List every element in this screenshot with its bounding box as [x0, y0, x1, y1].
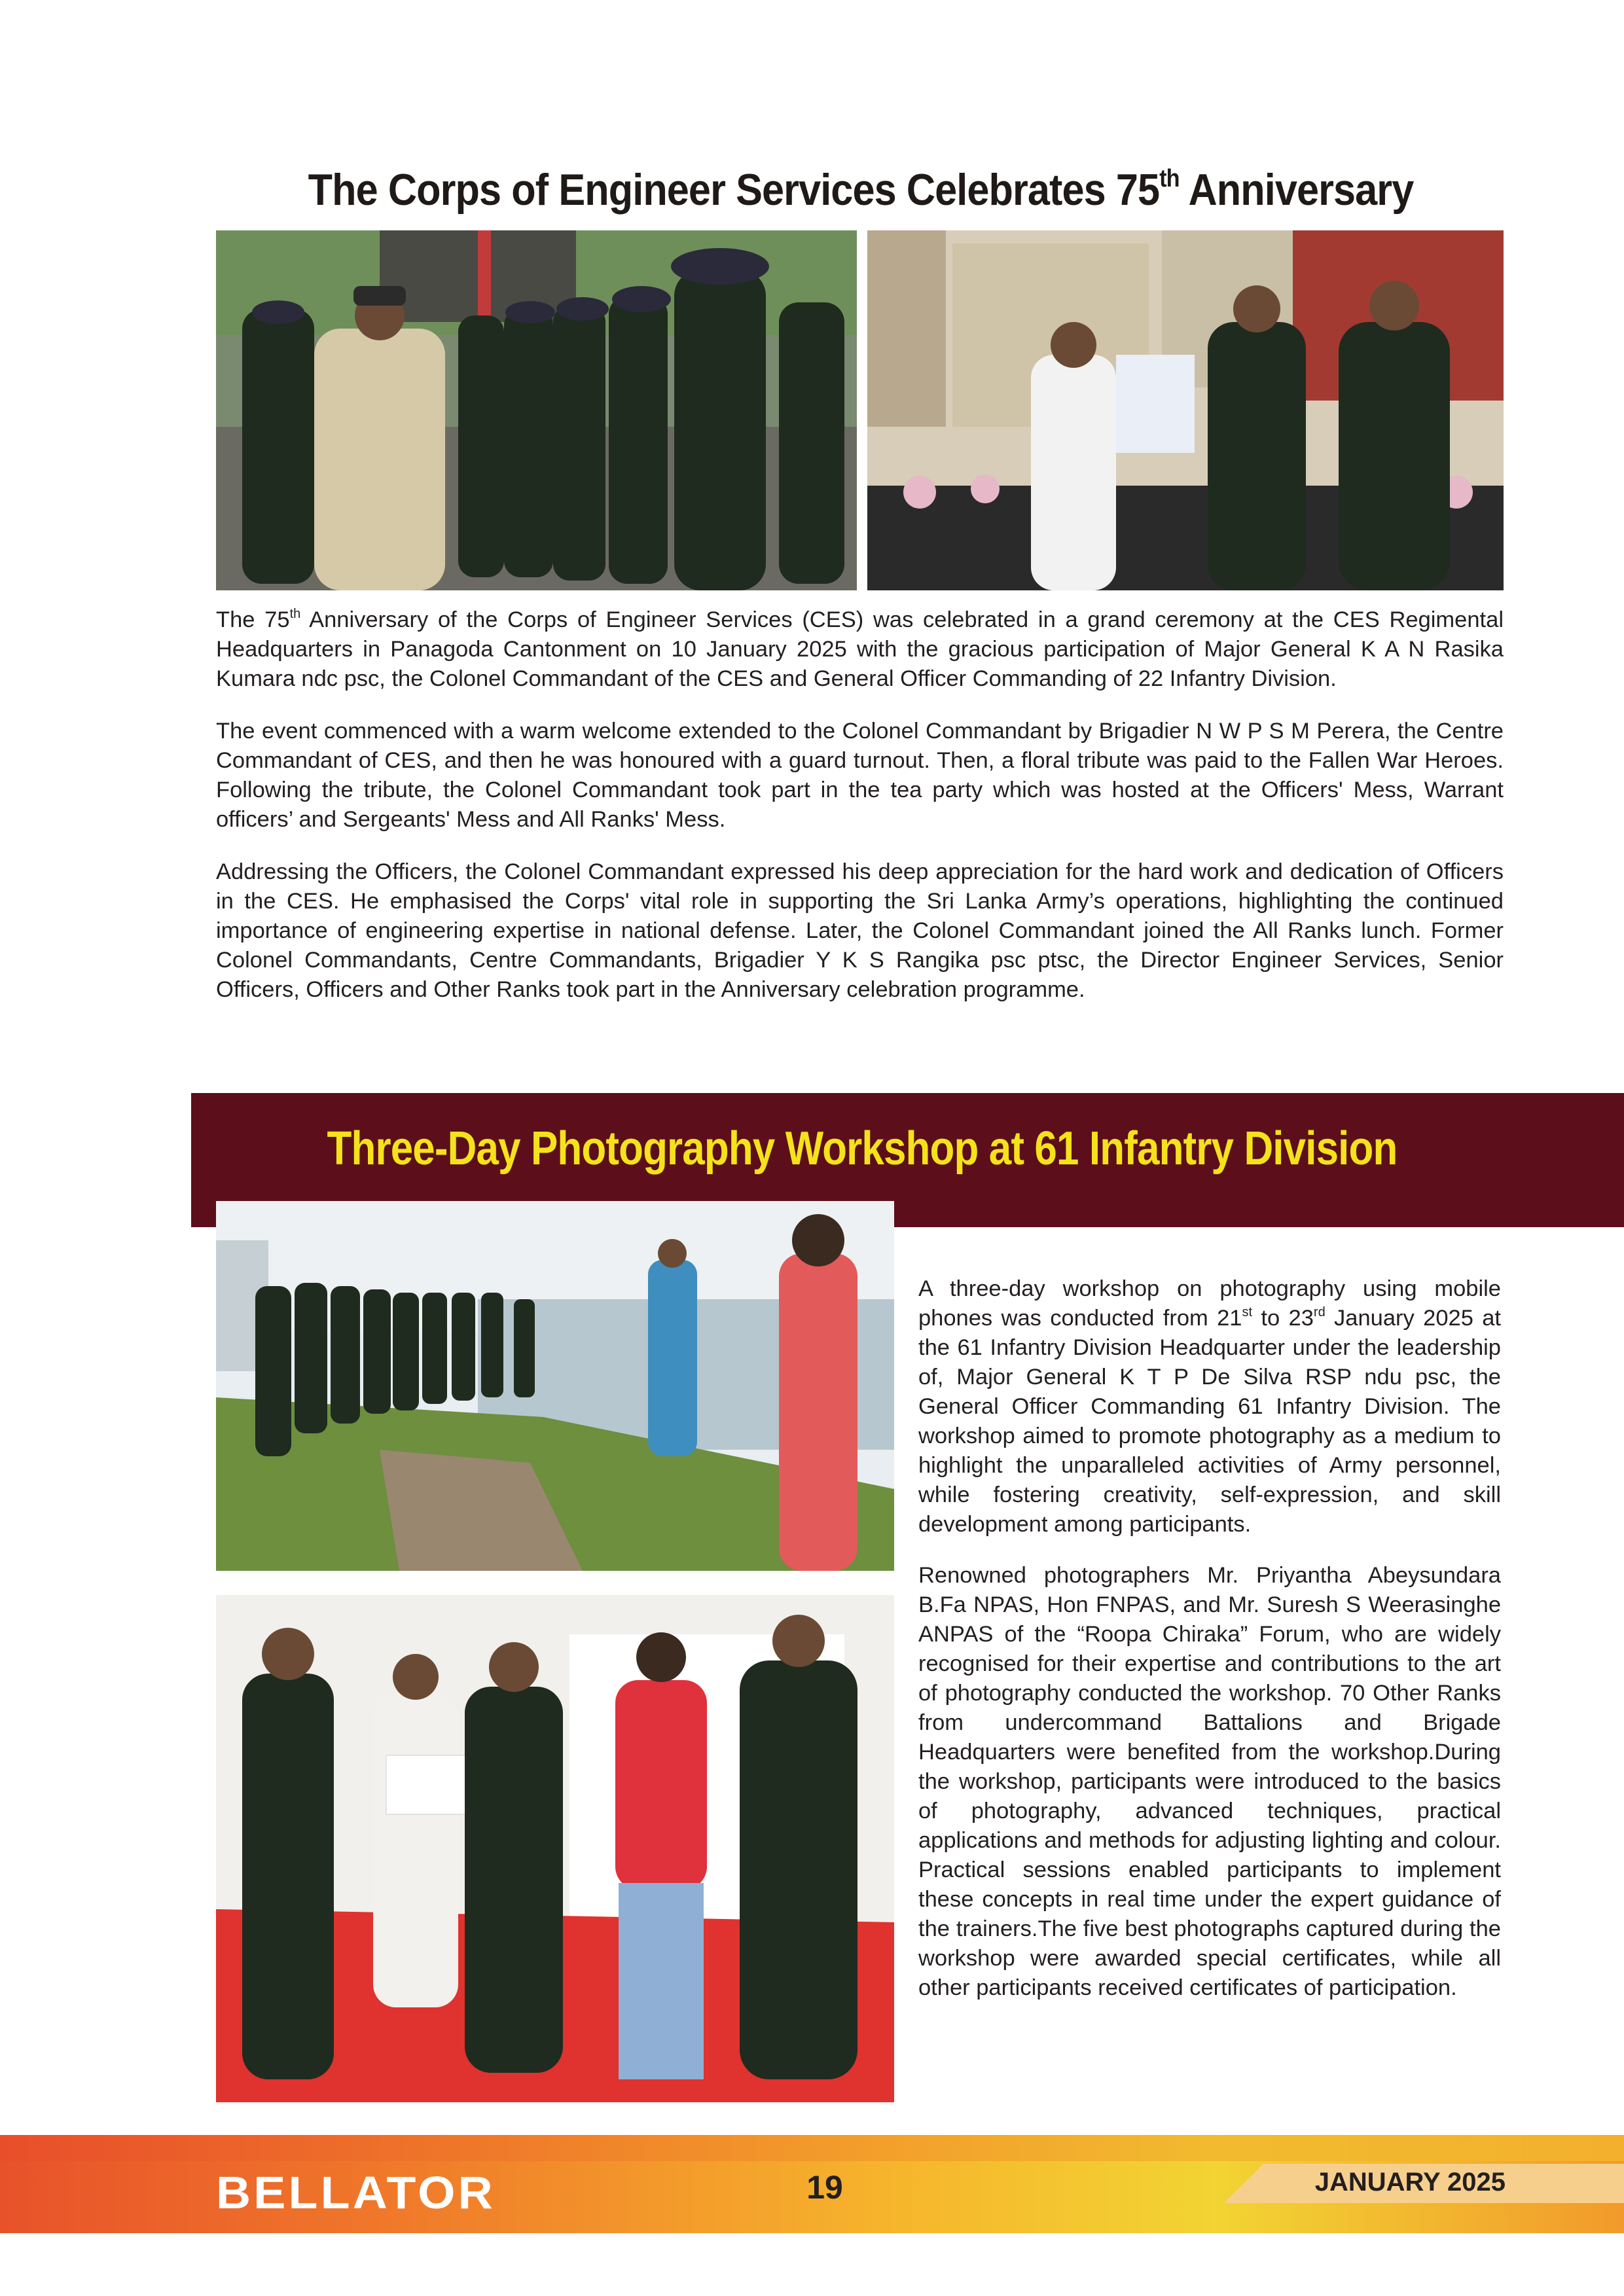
article1-p1-sup: th [289, 607, 301, 621]
article2-paragraph-1 [918, 1274, 1501, 1539]
article1-p1-text-rest: Anniversary of the Corps of Engineer Services (CES) was celebrated in a grand ceremony at the CES Regimental Headquarters in Panagoda Cantonment on 10 January 2025 with the gracious participation of Major General K A N Rasika Kumara ndc psc, the Colonel Commandant of the CES and General Officer Commanding of 22 Infantry Division. [216, 607, 1504, 691]
article1-title [281, 160, 1441, 219]
article1-title-end: Anniversary [1179, 165, 1414, 215]
article2-p1-text-rest: January 2025 at the 61 Infantry Division Headquarter under the leadership of, Major General K T P De Silva RSP ndu psc, the General Officer Commanding 61 Infantry Division. The workshop aimed to promote photography as a medium to highlight the unparalleled activities of Army personnel, while fostering creativity, self-expression, and skill development among participants. [918, 1306, 1501, 1537]
page-number: 19 [806, 2169, 843, 2206]
article1-title-text: The Corps of Engineer Services Celebrates 75 [308, 165, 1160, 215]
article1-paragraph-2: The event commenced with a warm welcome extended to the Colonel Commandant by Brigadier N W P S M Perera, the Centre Commandant of CES, and then he was honoured with a guard turnout. Then, a floral tribute was paid to the Fallen War Heroes. Following the tribute, the Colonel Commandant took part in the tea party which was hosted at the Officers' Mess, Warrant officers’ and Sergeants' Mess and All Ranks' Mess. [216, 719, 1504, 832]
article2-p1-text: A three-day workshop on photography using mobile phones was conducted from 21 [918, 1276, 1501, 1331]
article2-p1-sup2: rd [1313, 1305, 1326, 1319]
magazine-logo: BELLATOR [216, 2167, 496, 2218]
article2-paragraph-2: Renowned photographers Mr. Priyantha Abeysundara B.Fa NPAS, Hon FNPAS, and Mr. Suresh S Weerasinghe ANPAS of the “Roopa Chiraka” Forum, who are widely recognised for their expertise and contributions to the art of photography conducted the workshop. 70 Other Ranks from undercommand Battalions and Brigade Headquarters were benefited from the workshop.During the workshop, participants were introduced to the basics of photography, advanced techniques, practical applications and methods for adjusting lighting and colour. Practical sessions enabled participants to implement these concepts in real time under the expert guidance of the trainers.The five best photographs captured during the workshop were awarded special certificates, while all other participants received certificates of participation. [918, 1563, 1501, 2000]
article1-paragraph-3: Addressing the Officers, the Colonel Commandant expressed his deep appreciation for the hard work and dedication of Officers in the CES. He emphasised the Corps' vital role in supporting the Sri Lanka Army’s operations, highlighting the continued importance of engineering expertise in national defense. Later, the Colonel Commandant joined the All Ranks lunch. Former Colonel Commandants, Centre Commandants, Brigadier Y K S Rangika psc ptsc, the Director Engineer Services, Senior Officers, Officers and Other Ranks took part in the Anniversary celebration programme. [216, 859, 1504, 1002]
article2-title: Three-Day Photography Workshop at 61 Infantry Division [327, 1122, 1398, 1175]
photo-certificate [216, 1595, 894, 2102]
photo-guard-turnout [216, 230, 857, 590]
article1-title-sup: th [1159, 165, 1180, 192]
photo-workshop-outdoor [216, 1201, 894, 1571]
article1-p1-text: The 75 [216, 607, 290, 632]
issue-date: JANUARY 2025 [1314, 2168, 1506, 2197]
article2-p1-text-mid: to 23 [1252, 1306, 1314, 1331]
photo-presentation [867, 230, 1504, 590]
article1-paragraph-1 [216, 605, 1504, 694]
article2-p1-sup1: st [1242, 1305, 1253, 1319]
footer-band [0, 2135, 1624, 2161]
